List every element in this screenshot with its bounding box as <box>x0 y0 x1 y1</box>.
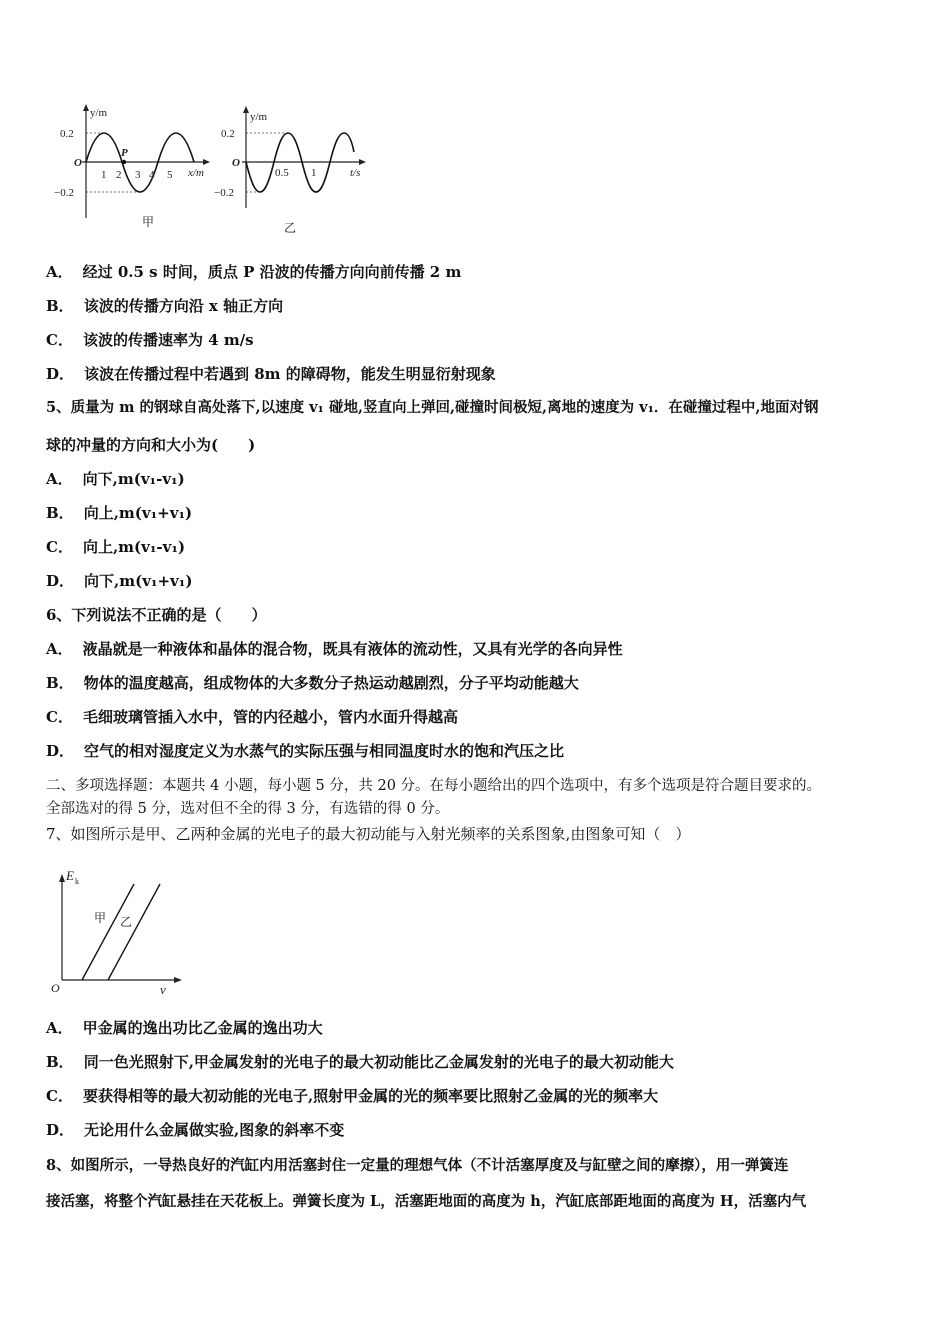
section2-line2: 全部选对的得 5 分，选对但不全的得 3 分，有选错的得 0 分。 <box>46 801 450 817</box>
q7-option-c: C． 要获得相等的最大初动能的光电子,照射甲金属的光的频率要比照射乙金属的光的频率大 <box>46 1087 659 1105</box>
q4-option-c: C． 该波的传播速率为 4 m/s <box>46 331 254 349</box>
wave-figure <box>46 100 376 240</box>
q6-option-a: A． 液晶就是一种液体和晶体的混合物，既具有液体的流动性，又具有光学的各向异性 <box>46 640 623 658</box>
jia-xlabel: x/m <box>188 167 204 179</box>
jia-tick: 2 <box>116 169 122 181</box>
q4-option-d: D． 该波在传播过程中若遇到 8m 的障碍物，能发生明显衍射现象 <box>46 365 496 383</box>
line-yi <box>108 884 160 980</box>
yi-ylabel: y/m <box>250 111 268 123</box>
ek-sub-label: k <box>75 877 79 886</box>
jia-tick: 1 <box>101 169 107 181</box>
q5-stem-line2: 球的冲量的方向和大小为( ) <box>46 436 256 454</box>
photoelectric-figure <box>46 864 186 1000</box>
wave-graph-yi <box>214 106 366 235</box>
ek-label: E <box>66 868 74 883</box>
q8-line2: 接活塞，将整个汽缸悬挂在天花板上。弹簧长度为 L，活塞距地面的高度为 h，汽缸底部距地面的高度为 H，活塞内气 <box>46 1193 807 1210</box>
yi-caption: 乙 <box>284 221 297 235</box>
q7-option-d: D． 无论用什么金属做实验,图象的斜率不变 <box>46 1121 345 1139</box>
yi-yneg: −0.2 <box>214 187 234 199</box>
jia-caption: 甲 <box>142 215 155 229</box>
jia-ypos: 0.2 <box>60 128 74 140</box>
jia-origin: O <box>74 157 82 169</box>
q5-stem-line1: 5、质量为 m 的钢球自高处落下,以速度 v₁ 碰地,竖直向上弹回,碰撞时间极短,离地的速度为 v₁．在碰撞过程中,地面对钢 <box>46 399 819 416</box>
q5-option-c: C． 向上,m(v₁-v₁) <box>46 538 186 556</box>
q6-option-b: B． 物体的温度越高，组成物体的大多数分子热运动越剧烈，分子平均动能越大 <box>46 674 579 692</box>
jia-yneg: −0.2 <box>54 187 74 199</box>
yi-tick: 1 <box>311 167 317 179</box>
q6-stem: 6、下列说法不正确的是（ ） <box>46 606 267 624</box>
origin-label: O <box>51 981 60 995</box>
jia-ylabel: y/m <box>90 107 108 119</box>
q7-option-b: B． 同一色光照射下,甲金属发射的光电子的最大初动能比乙金属发射的光电子的最大初动能大 <box>46 1053 674 1071</box>
point-p-marker <box>122 160 126 164</box>
line-yi-label: 乙 <box>120 915 133 929</box>
yi-origin: O <box>232 157 240 169</box>
q6-option-d: D． 空气的相对湿度定义为水蒸气的实际压强与相同温度时水的饱和汽压之比 <box>46 742 565 760</box>
q6-option-c: C． 毛细玻璃管插入水中，管的内径越小，管内水面升得越高 <box>46 708 458 726</box>
q8-line1: 8、如图所示，一导热良好的汽缸内用活塞封住一定量的理想气体（不计活塞厚度及与缸壁之间的摩擦），用一弹簧连 <box>46 1157 789 1174</box>
q7-option-a: A． 甲金属的逸出功比乙金属的逸出功大 <box>46 1019 323 1037</box>
q5-option-d: D． 向下,m(v₁+v₁) <box>46 572 193 590</box>
q7-stem: 7、如图所示是甲、乙两种金属的光电子的最大初动能与入射光频率的关系图象,由图象可知（ ） <box>46 825 691 843</box>
jia-tick: 4 <box>149 169 155 181</box>
line-jia <box>82 884 134 980</box>
nu-label: ν <box>160 982 166 997</box>
yi-xlabel: t/s <box>350 167 361 179</box>
jia-tick: 5 <box>167 169 173 181</box>
point-p-label: P <box>121 147 128 159</box>
q5-option-b: B． 向上,m(v₁+v₁) <box>46 504 193 522</box>
line-jia-label: 甲 <box>94 911 107 925</box>
yi-ypos: 0.2 <box>221 128 235 140</box>
wave-graph-jia <box>54 104 210 229</box>
jia-tick: 3 <box>135 169 141 181</box>
q5-option-a: A． 向下,m(v₁-v₁) <box>46 470 185 488</box>
q4-option-b: B． 该波的传播方向沿 x 轴正方向 <box>46 297 284 315</box>
section2-line1: 二、多项选择题：本题共 4 小题，每小题 5 分，共 20 分。在每小题给出的四个选项中，有多个选项是符合题目要求的。 <box>46 778 822 794</box>
q4-option-a: A． 经过 0.5 s 时间，质点 P 沿波的传播方向向前传播 2 m <box>46 263 462 281</box>
yi-tick: 0.5 <box>275 167 289 179</box>
